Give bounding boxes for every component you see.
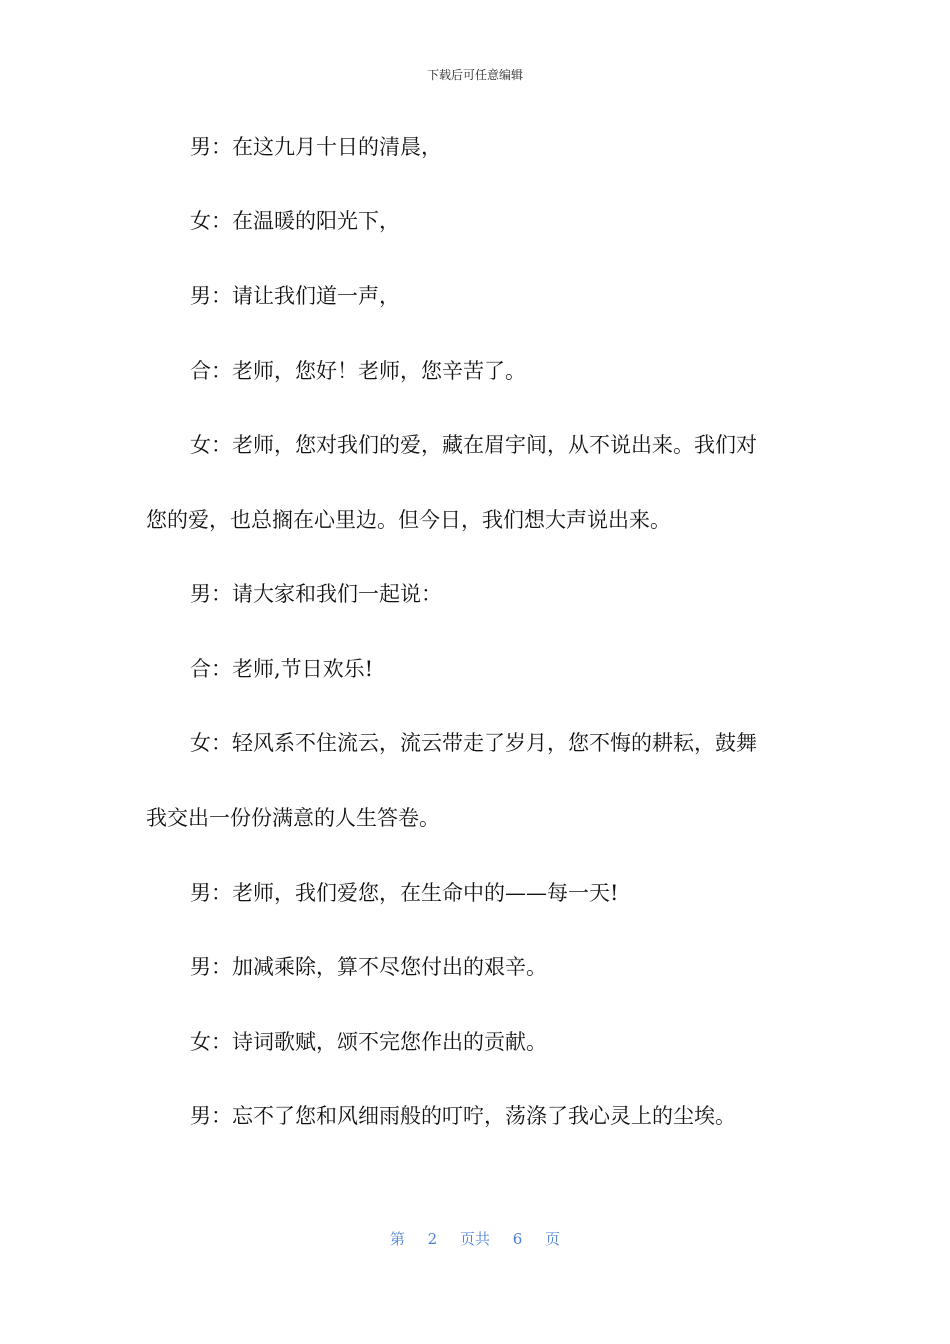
paragraph: 女：诗词歌赋，颂不完您作出的贡献。 [190, 1030, 547, 1054]
paragraph: 合：老师，您好！老师，您辛苦了。 [190, 359, 526, 383]
footer-total-pages: 6 [512, 1230, 523, 1248]
paragraph: 男：老师，我们爱您，在生命中的——每一天! [190, 881, 619, 905]
footer-page-label: 第 [389, 1230, 405, 1248]
paragraph: 女：老师，您对我们的爱，藏在眉宇间，从不说出来。我们对 [190, 433, 757, 457]
footer-end-label: 页 [545, 1230, 561, 1248]
page-footer [0, 1228, 950, 1249]
footer-current-page: 2 [427, 1230, 438, 1248]
paragraph: 男：请大家和我们一起说： [190, 582, 442, 606]
paragraph: 合：老师,节日欢乐! [190, 657, 374, 681]
paragraph-continuation: 您的爱，也总搁在心里边。但今日，我们想大声说出来。 [146, 508, 671, 532]
paragraph: 男：忘不了您和风细雨般的叮咛，荡涤了我心灵上的尘埃。 [190, 1104, 736, 1128]
paragraph-continuation: 我交出一份份满意的人生答卷。 [146, 806, 440, 830]
paragraph: 男：请让我们道一声， [190, 284, 400, 308]
paragraph: 女：轻风系不住流云，流云带走了岁月，您不悔的耕耘，鼓舞 [190, 731, 757, 755]
paragraph: 男：加减乘除，算不尽您付出的艰辛。 [190, 955, 547, 979]
footer-of-label: 页共 [459, 1230, 490, 1248]
paragraph: 男：在这九月十日的清晨， [190, 135, 442, 159]
page-header: 下载后可任意编辑 [426, 68, 523, 82]
paragraph: 女：在温暖的阳光下， [190, 209, 400, 233]
